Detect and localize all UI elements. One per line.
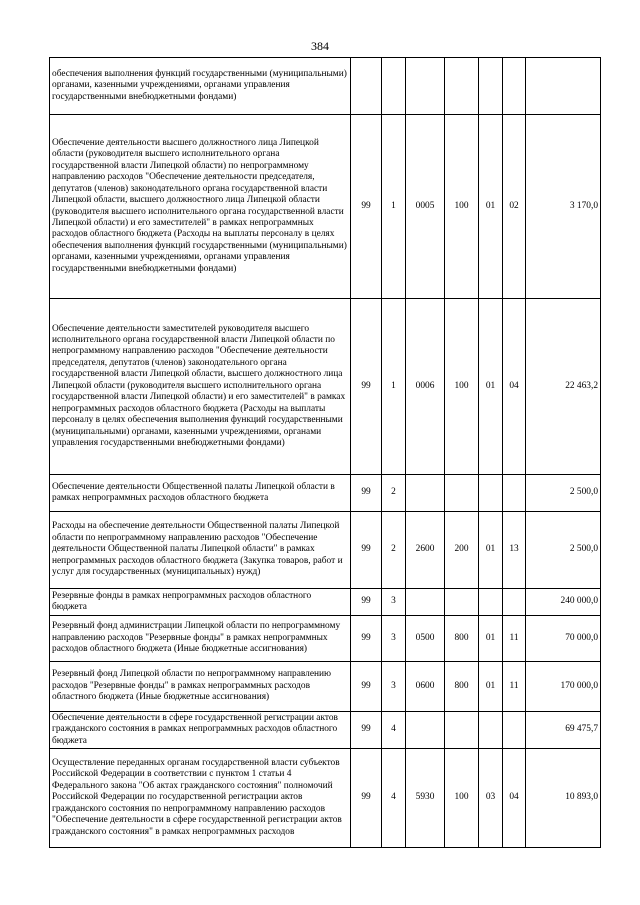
row-direction-code: 0005 [406, 115, 445, 299]
row-subprogram-code: 2 [382, 475, 406, 512]
row-subsection [503, 589, 526, 616]
row-subsection: 04 [503, 749, 526, 848]
row-description: Резервные фонды в рамках непрограммных расходов областного бюджета [50, 589, 351, 616]
row-subsection [503, 58, 526, 115]
row-description: Обеспечение деятельности Общественной палаты Липецкой области в рамках непрограммных расходов областного бюджета [50, 475, 351, 512]
row-section: 01 [479, 662, 503, 712]
row-section [479, 589, 503, 616]
table-row [50, 475, 601, 512]
row-expense-type: 800 [445, 616, 479, 662]
row-amount: 3 170,0 [526, 115, 601, 299]
row-section: 01 [479, 512, 503, 589]
row-subsection: 11 [503, 616, 526, 662]
row-program-code: 99 [351, 512, 382, 589]
row-expense-type [445, 58, 479, 115]
row-subprogram-code: 2 [382, 512, 406, 589]
row-amount: 170 000,0 [526, 662, 601, 712]
page-number: 384 [311, 39, 329, 53]
row-section: 03 [479, 749, 503, 848]
row-subsection [503, 712, 526, 749]
row-direction-code [406, 712, 445, 749]
row-subsection: 02 [503, 115, 526, 299]
row-subsection [503, 475, 526, 512]
row-direction-code [406, 589, 445, 616]
row-program-code [351, 58, 382, 115]
row-direction-code [406, 58, 445, 115]
row-expense-type: 100 [445, 299, 479, 475]
row-description: Расходы на обеспечение деятельности Общественной палаты Липецкой области по непрограммному направлению расходов "Обеспечение деятельности Общественной палаты Липецкой области" в рамках непрограммных расходов областного бюджета (Закупка товаров, работ и услуг для государственных (муниципальных) нужд) [50, 512, 351, 589]
row-subsection: 11 [503, 662, 526, 712]
table-row [50, 662, 601, 712]
table-row [50, 749, 601, 848]
row-amount: 70 000,0 [526, 616, 601, 662]
row-subprogram-code [382, 58, 406, 115]
row-amount: 69 475,7 [526, 712, 601, 749]
row-direction-code: 0500 [406, 616, 445, 662]
row-section [479, 475, 503, 512]
table-row [50, 512, 601, 589]
row-direction-code: 0600 [406, 662, 445, 712]
row-expense-type [445, 712, 479, 749]
row-program-code: 99 [351, 712, 382, 749]
row-description: обеспечения выполнения функций государственными (муниципальными) органами, казенными учреждениями, органами управления государственными внебюджетными фондами) [50, 58, 351, 115]
row-subsection: 04 [503, 299, 526, 475]
row-program-code: 99 [351, 299, 382, 475]
budget-table [49, 57, 601, 848]
row-expense-type: 200 [445, 512, 479, 589]
row-section: 01 [479, 616, 503, 662]
row-direction-code: 0006 [406, 299, 445, 475]
row-program-code: 99 [351, 662, 382, 712]
row-amount: 10 893,0 [526, 749, 601, 848]
table-row [50, 115, 601, 299]
row-subprogram-code: 1 [382, 299, 406, 475]
row-program-code: 99 [351, 589, 382, 616]
row-expense-type [445, 589, 479, 616]
row-section: 01 [479, 299, 503, 475]
row-subprogram-code: 4 [382, 749, 406, 848]
row-section [479, 58, 503, 115]
row-subprogram-code: 3 [382, 589, 406, 616]
row-amount [526, 58, 601, 115]
row-amount: 240 000,0 [526, 589, 601, 616]
row-amount: 2 500,0 [526, 512, 601, 589]
row-description: Резервный фонд Липецкой области по непрограммному направлению расходов "Резервные фонды" в рамках непрограммных расходов областного бюджета (Иные бюджетные ассигнования) [50, 662, 351, 712]
row-subsection: 13 [503, 512, 526, 589]
row-description: Обеспечение деятельности высшего должностного лица Липецкой области (руководителя высшего исполнительного органа государственной власти Липецкой области) по непрограммному направлению расходов "Обеспечение деятельности председателя, депутатов (членов) законодательного органа государственной власти Липецкой области, высшего должностного лица Липецкой области (руководителя высшего исполнительного органа государственной власти Липецкой области) и его заместителей" в рамках непрограммных расходов областного бюджета (Расходы на выплаты персоналу в целях обеспечения выполнения функций государственными (муниципальными) органами, казенными учреждениями, органами управления государственными внебюджетными фондами) [50, 115, 351, 299]
row-amount: 22 463,2 [526, 299, 601, 475]
table-row [50, 589, 601, 616]
table-row [50, 58, 601, 115]
row-subprogram-code: 3 [382, 616, 406, 662]
row-subprogram-code: 4 [382, 712, 406, 749]
row-program-code: 99 [351, 616, 382, 662]
row-subprogram-code: 1 [382, 115, 406, 299]
row-description: Резервный фонд администрации Липецкой области по непрограммному направлению расходов "Резервные фонды" в рамках непрограммных расходов областного бюджета (Иные бюджетные ассигнования) [50, 616, 351, 662]
row-description: Осуществление переданных органам государственной власти субъектов Российской Федерации в соответствии с пунктом 1 статьи 4 Федерального закона "Об актах гражданского состояния" полномочий Российской Федерации по государственной регистрации актов гражданского состояния по непрограммному направлению расходов "Обеспечение деятельности в сфере государственной регистрации актов гражданского состояния" в рамках непрограммных расходов [50, 749, 351, 848]
row-section: 01 [479, 115, 503, 299]
row-subprogram-code: 3 [382, 662, 406, 712]
row-program-code: 99 [351, 475, 382, 512]
row-expense-type: 100 [445, 115, 479, 299]
row-description: Обеспечение деятельности заместителей руководителя высшего исполнительного органа государственной власти Липецкой области по непрограммному направлению расходов "Обеспечение деятельности председателя, депутатов (членов) законодательного органа государственной власти Липецкой области, высшего должностного лица Липецкой области (руководителя высшего исполнительного органа государственной власти Липецкой области) и его заместителей" в рамках непрограммных расходов областного бюджета (Расходы на выплаты персоналу в целях обеспечения выполнения функций государственными (муниципальными) органами, казенными учреждениями, органами управления государственными внебюджетными фондами) [50, 299, 351, 475]
row-amount: 2 500,0 [526, 475, 601, 512]
table-row [50, 616, 601, 662]
row-section [479, 712, 503, 749]
table-row [50, 712, 601, 749]
row-expense-type: 100 [445, 749, 479, 848]
row-description: Обеспечение деятельности в сфере государственной регистрации актов гражданского состояния в рамках непрограммных расходов областного бюджета [50, 712, 351, 749]
row-direction-code: 2600 [406, 512, 445, 589]
table-row [50, 299, 601, 475]
row-expense-type [445, 475, 479, 512]
row-program-code: 99 [351, 749, 382, 848]
row-program-code: 99 [351, 115, 382, 299]
row-direction-code: 5930 [406, 749, 445, 848]
row-expense-type: 800 [445, 662, 479, 712]
row-direction-code [406, 475, 445, 512]
